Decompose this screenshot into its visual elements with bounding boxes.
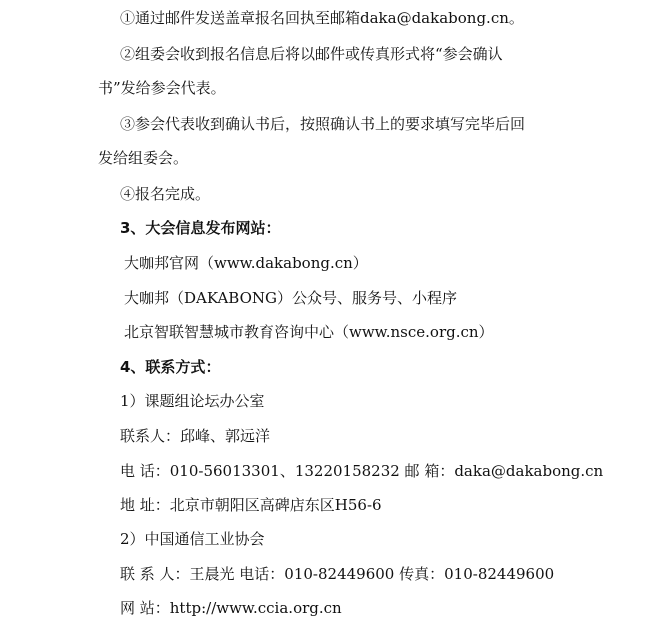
step-1: ①通过邮件发送盖章报名回执至邮箱daka@dakabong.cn。 <box>120 9 524 27</box>
step-2-continued: 书”发给参会代表。 <box>98 79 226 97</box>
step-3-continued: 发给组委会。 <box>98 149 189 167</box>
section-4-heading: 4、联系方式： <box>120 358 221 376</box>
step-4: ④报名完成。 <box>120 185 211 203</box>
org-1-address: 地 址：北京市朝阳区高碑店东区H56-6 <box>120 496 382 514</box>
website-item-3: 北京智联智慧城市教育咨询中心（www.nsce.org.cn） <box>124 323 494 341</box>
org-1-title: 1）课题组论坛办公室 <box>120 392 265 410</box>
website-item-2: 大咖邦（DAKABONG）公众号、服务号、小程序 <box>124 289 457 307</box>
org-2-website: 网 站：http://www.ccia.org.cn <box>120 599 342 617</box>
section-3-heading: 3、大会信息发布网站： <box>120 219 281 237</box>
website-item-1: 大咖邦官网（www.dakabong.cn） <box>124 254 368 272</box>
org-2-contact: 联 系 人：王晨光 电话：010-82449600 传真：010-82449600 <box>120 565 555 583</box>
org-1-contact: 联系人：邱峰、郭远洋 <box>120 427 271 445</box>
step-2: ②组委会收到报名信息后将以邮件或传真形式将“参会确认 <box>120 45 503 63</box>
org-2-title: 2）中国通信工业协会 <box>120 530 265 548</box>
org-1-phone-email: 电 话：010-56013301、13220158232 邮 箱：daka@dakabong.cn <box>120 462 604 480</box>
step-3: ③参会代表收到确认书后，按照确认书上的要求填写完毕后回 <box>120 115 526 133</box>
